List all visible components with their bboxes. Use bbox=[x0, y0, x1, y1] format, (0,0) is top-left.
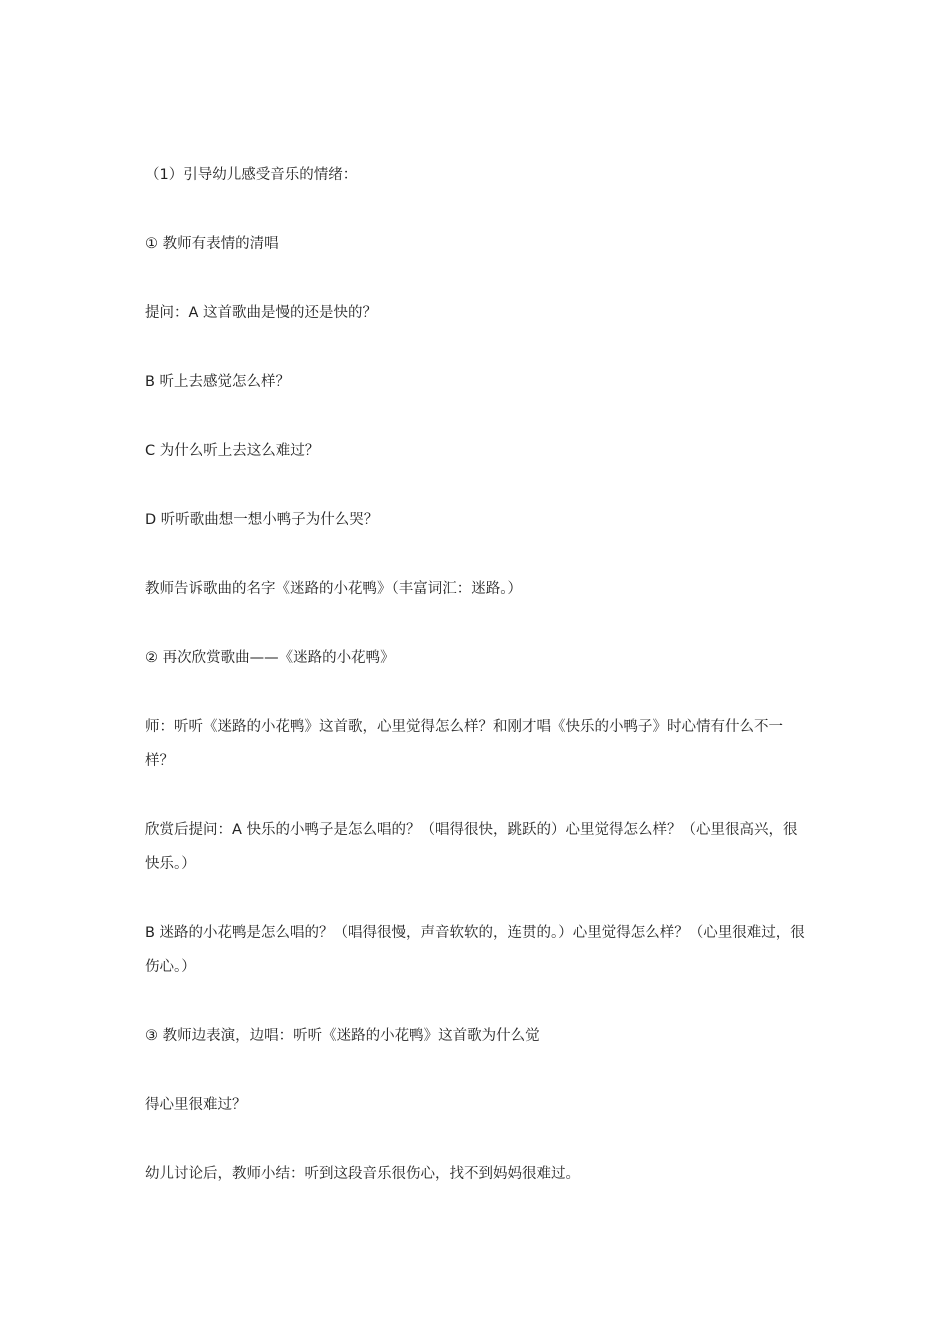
step-one-heading: ① 教师有表情的清唱 bbox=[145, 236, 279, 252]
question-d: D 听听歌曲想一想小鸭子为什么哭？ bbox=[145, 512, 379, 528]
followup-question-b: B 迷路的小花鸭是怎么唱的？（唱得很慢，声音软软的，连贯的。）心里觉得怎么样？（心里很难过，很伤心。） bbox=[145, 925, 805, 975]
step-three-continuation: 得心里很难过？ bbox=[145, 1097, 247, 1113]
song-name-paragraph: 教师告诉歌曲的名字《迷路的小花鸭》（丰富词汇：迷路。） bbox=[145, 581, 522, 597]
section-heading: （1）引导幼儿感受音乐的情绪： bbox=[145, 167, 358, 183]
question-a: 提问：A 这首歌曲是慢的还是快的？ bbox=[145, 305, 378, 321]
question-b: B 听上去感觉怎么样？ bbox=[145, 374, 291, 390]
step-three-heading: ③ 教师边表演，边唱：听听《迷路的小花鸭》这首歌为什么觉 bbox=[145, 1028, 540, 1044]
document-body bbox=[145, 158, 805, 1226]
followup-question-a: 欣赏后提问：A 快乐的小鸭子是怎么唱的？（唱得很快，跳跃的）心里觉得怎么样？（心里很高兴，很快乐。） bbox=[145, 822, 798, 872]
summary-paragraph: 幼儿讨论后，教师小结：听到这段音乐很伤心，找不到妈妈很难过。 bbox=[145, 1166, 580, 1182]
teacher-prompt-paragraph: 师：听听《迷路的小花鸭》这首歌，心里觉得怎么样？和刚才唱《快乐的小鸭子》时心情有什么不一样？ bbox=[145, 719, 783, 769]
step-two-heading: ② 再次欣赏歌曲——《迷路的小花鸭》 bbox=[145, 650, 395, 666]
question-c: C 为什么听上去这么难过？ bbox=[145, 443, 320, 459]
